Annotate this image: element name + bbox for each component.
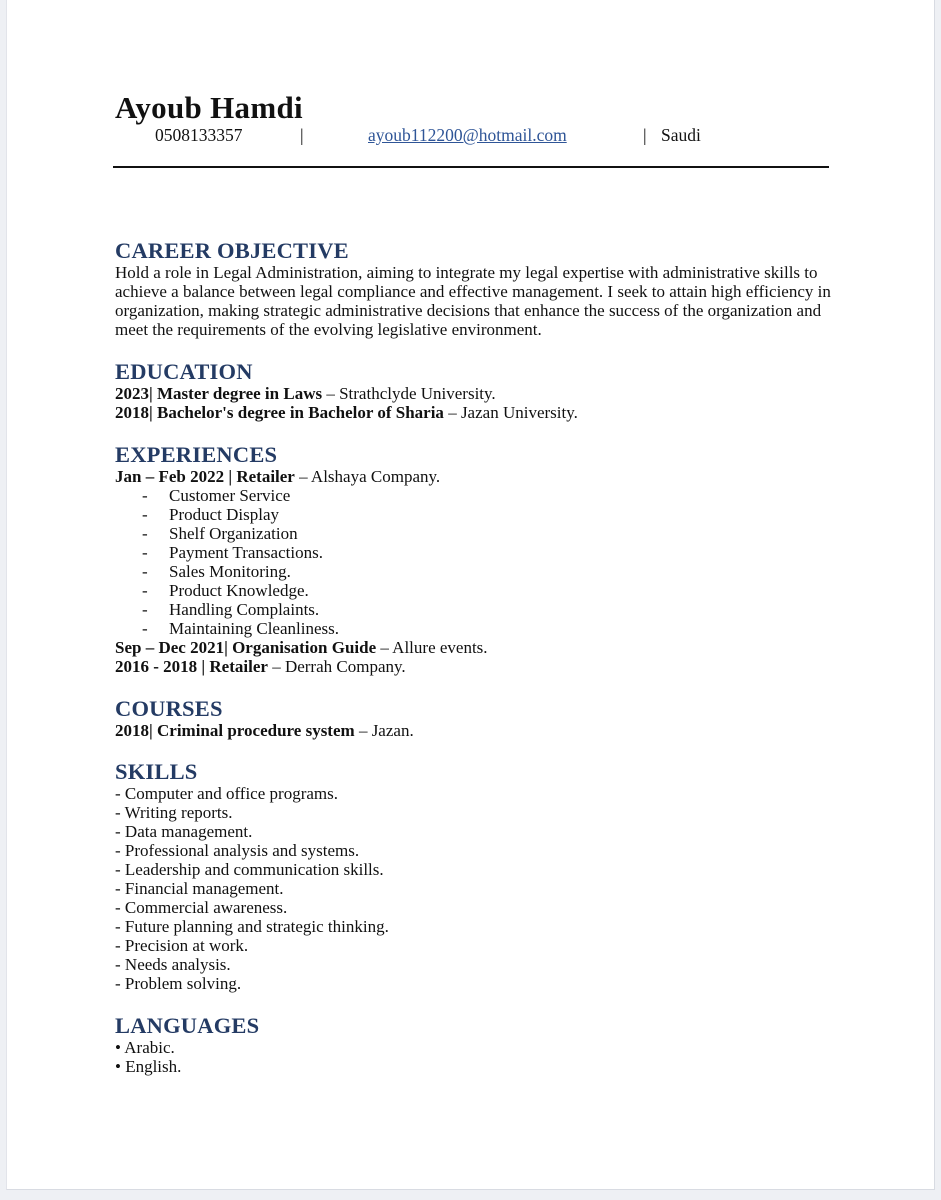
skill-item: - Needs analysis.	[115, 955, 231, 974]
course-item	[115, 721, 835, 740]
education-title: 2023| Master degree in Laws	[115, 384, 327, 403]
job-item	[115, 657, 835, 676]
skill-item: - Leadership and communication skills.	[115, 860, 384, 879]
job-employer: – Alshaya Company.	[294, 467, 441, 486]
section-heading: CAREER OBJECTIVE	[115, 238, 349, 263]
section-heading: SKILLS	[115, 759, 198, 784]
phone-number: 0508133357	[155, 125, 243, 145]
education-item	[115, 384, 835, 403]
course-location: – Jazan.	[354, 721, 414, 740]
skill-item: - Computer and office programs.	[115, 784, 338, 803]
skill-item: - Problem solving.	[115, 974, 242, 993]
location: Saudi	[661, 125, 701, 145]
job-item	[115, 467, 835, 486]
course-title: 2018| Criminal procedure system	[115, 721, 355, 740]
list-item: - Shelf Organization	[115, 524, 835, 543]
skill-item: - Financial management.	[115, 879, 284, 898]
education-title: 2018| Bachelor's degree in Bachelor of Sharia	[115, 403, 444, 422]
job-title: Jan – Feb 2022 | Retailer	[115, 467, 295, 486]
skill-item: - Commercial awareness.	[115, 898, 288, 917]
list-item: - Payment Transactions.	[115, 543, 835, 562]
contact-separator: |	[643, 125, 647, 145]
skill-item: - Data management.	[115, 822, 253, 841]
job-item	[115, 638, 835, 657]
skill-item: - Precision at work.	[115, 936, 249, 955]
language-item: • Arabic.	[115, 1038, 175, 1057]
list-item: - Sales Monitoring.	[115, 562, 835, 581]
list-item: - Customer Service	[115, 486, 835, 505]
header-divider	[113, 166, 829, 168]
education-institution: – Jazan University.	[443, 403, 578, 422]
experiences-section	[115, 442, 835, 676]
email-link[interactable]: ayoub112200@hotmail.com	[368, 125, 567, 145]
section-heading: EDUCATION	[115, 359, 253, 384]
career-objective-text: Hold a role in Legal Administration, aiming to integrate my legal expertise with administrative skills to achieve a balance between legal compliance and effective management. I seek to attain high efficiency in organization, making strategic administrative decisions that enhance the success of the organization and meet the requirements of the evolving legislative environment.	[115, 263, 831, 339]
skill-item: - Professional analysis and systems.	[115, 841, 360, 860]
job-employer: – Derrah Company.	[267, 657, 406, 676]
list-item: - Product Display	[115, 505, 835, 524]
resume-body	[115, 238, 835, 1076]
courses-section	[115, 696, 835, 740]
education-section	[115, 359, 835, 422]
candidate-name: Ayoub Hamdi	[115, 90, 303, 125]
contact-separator: |	[300, 125, 304, 145]
skill-item: - Future planning and strategic thinking.	[115, 917, 389, 936]
job-employer: – Allure events.	[376, 638, 488, 657]
list-item: - Maintaining Cleanliness.	[115, 619, 835, 638]
resume-page	[6, 0, 935, 1190]
section-heading: COURSES	[115, 696, 223, 721]
skills-section	[115, 759, 835, 993]
job-title: Sep – Dec 2021| Organisation Guide	[115, 638, 377, 657]
skill-item: - Writing reports.	[115, 803, 233, 822]
list-item: - Handling Complaints.	[115, 600, 835, 619]
section-heading: LANGUAGES	[115, 1013, 260, 1038]
list-item: - Product Knowledge.	[115, 581, 835, 600]
job-duties-list	[115, 486, 835, 638]
career-objective-section	[115, 238, 835, 339]
education-institution: – Strathclyde University.	[326, 384, 496, 403]
education-item	[115, 403, 835, 422]
section-heading: EXPERIENCES	[115, 442, 278, 467]
language-item: • English.	[115, 1057, 182, 1076]
languages-section	[115, 1013, 835, 1076]
job-title: 2016 - 2018 | Retailer	[115, 657, 268, 676]
